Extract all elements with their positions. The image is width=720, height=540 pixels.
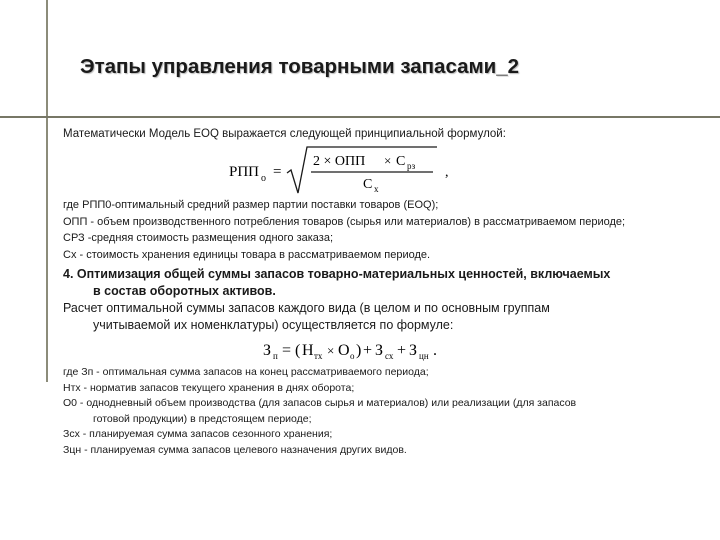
- formula2-trail: .: [433, 342, 437, 359]
- formula2-lhs-sub: п: [273, 351, 278, 361]
- formula2-n-sub: тх: [314, 351, 323, 361]
- formula2-paren-close: ): [356, 342, 362, 359]
- calc-paragraph-continued: [63, 317, 693, 334]
- stock-sum-formula: [63, 333, 693, 365]
- left-accent-line: [46, 0, 48, 382]
- section-heading: [63, 266, 693, 283]
- eoq-formula: [63, 143, 693, 197]
- definition-opp: ОПП - объем производственного потребления товаров (сырья или материалов) в рассматриваемом периоде;: [63, 215, 626, 228]
- calc-paragraph-line1: Расчет оптимальной суммы запасов каждого вида (в целом и по основным группам: [63, 301, 550, 315]
- eoq-formula-graphic: [223, 143, 483, 197]
- calc-paragraph: [63, 300, 693, 317]
- formula1-numerator-b: С: [396, 154, 406, 169]
- definition-o0: О0 - однодневный объем производства (для запасов сырья и материалов) или реализации (для запасов: [63, 397, 577, 409]
- section-heading-line2: в состав оборотных активов.: [93, 283, 276, 298]
- calc-paragraph-line2: учитываемой их номенклатуры) осуществляется по формуле:: [93, 317, 454, 332]
- definition-rpp0: где РПП0-оптимальный средний размер партии поставки товаров (EOQ);: [63, 199, 439, 211]
- stock-sum-formula-graphic: [261, 333, 461, 365]
- definition-srz: СРЗ -средняя стоимость размещения одного заказа;: [63, 232, 334, 244]
- formula2-lhs: З: [263, 342, 272, 359]
- formula2-paren-open: (: [295, 342, 301, 359]
- definition-zcn: Зцн - планируемая сумма запасов целевого назначения других видов.: [63, 443, 407, 456]
- formula1-denominator-sub: х: [374, 184, 379, 194]
- formula1-lhs: РПП: [229, 164, 260, 180]
- formula2-n: Н: [302, 342, 314, 359]
- formula2-zcn-sub: цн: [419, 351, 429, 361]
- formula2-zcn: З: [409, 342, 418, 359]
- slide-body: [63, 126, 693, 458]
- definition-ntx: Нтх - норматив запасов текущего хранения в днях оборота;: [63, 381, 355, 394]
- formula1-numerator-b-sub: рз: [407, 161, 416, 171]
- formula2-o-sub: о: [350, 351, 355, 361]
- formula2-plus1: +: [363, 342, 373, 359]
- formula1-denominator: С: [363, 177, 373, 192]
- definition-zp: где Зп - оптимальная сумма запасов на конец рассматриваемого периода;: [63, 366, 429, 378]
- formula1-lhs-sub: о: [261, 173, 266, 184]
- section-heading-line1: 4. Оптимизация общей суммы запасов товарно-материальных ценностей, включаемых: [63, 267, 611, 281]
- slide-title: Этапы управления товарными запасами_2: [80, 55, 520, 78]
- formula2-equals: =: [282, 342, 292, 359]
- formula1-trail: ,: [445, 165, 449, 180]
- intro-text: Математически Модель EOQ выражается следующей принципиальной формулой:: [63, 128, 506, 140]
- formula2-plus2: +: [397, 342, 407, 359]
- formula1-numerator-a: 2 × ОПП: [313, 154, 366, 169]
- formula2-zsx: З: [375, 342, 384, 359]
- formula2-o: О: [338, 342, 350, 359]
- formula2-times: ×: [327, 343, 335, 358]
- formula1-numerator-op: ×: [384, 153, 392, 168]
- definition-o0-continued: готовой продукции) в предстоящем периоде;: [93, 412, 312, 425]
- title-divider: [0, 116, 720, 118]
- definition-cx: Сх - стоимость хранения единицы товара в рассматриваемом периоде.: [63, 248, 431, 261]
- formula2-zsx-sub: сх: [385, 351, 394, 361]
- section-heading-continued: [63, 283, 693, 300]
- formula1-equals: =: [273, 164, 282, 180]
- definition-zsx: Зсх - планируемая сумма запасов сезонного хранения;: [63, 428, 333, 440]
